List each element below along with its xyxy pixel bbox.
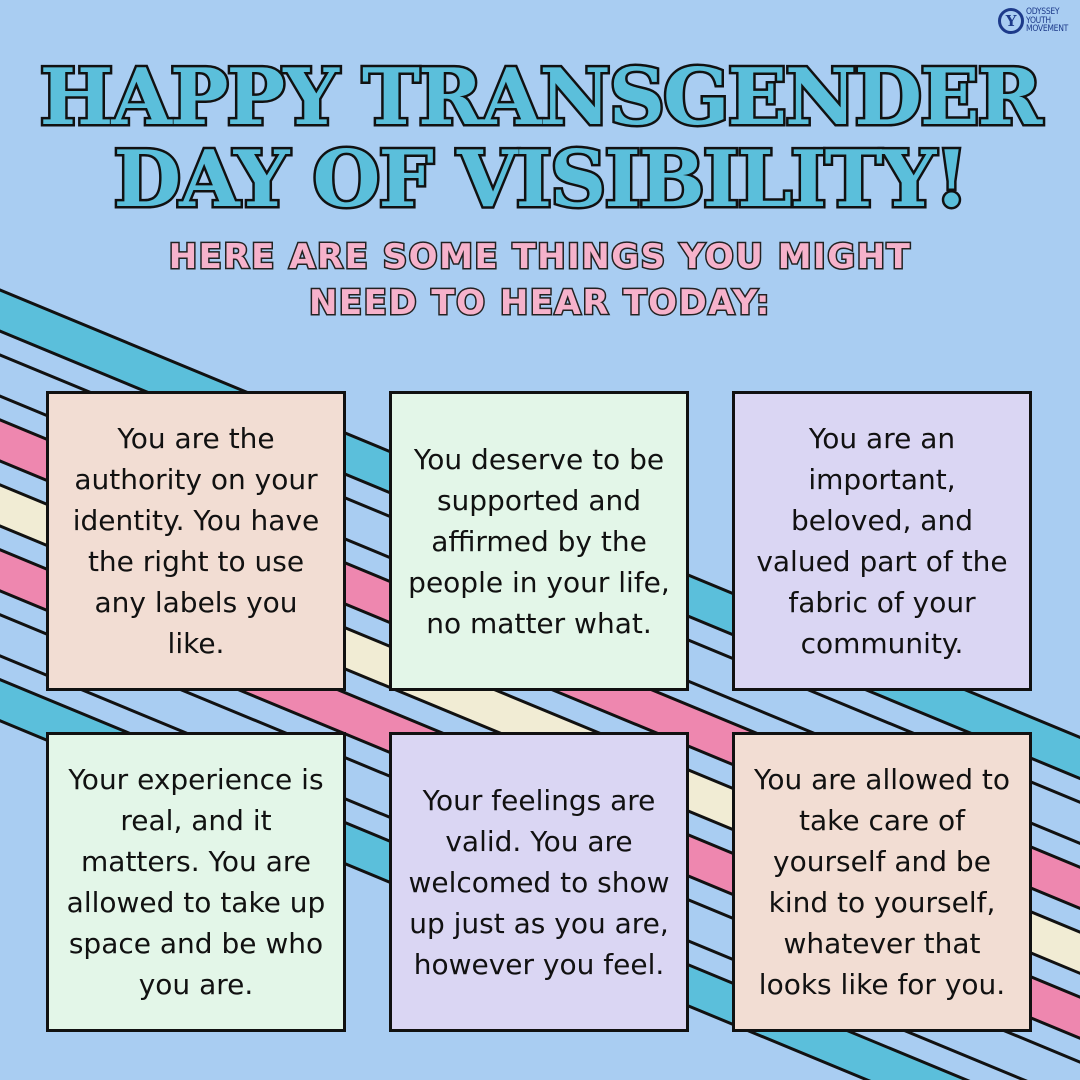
affirmation-card-6 <box>732 732 1032 1032</box>
card-text: Your feelings are valid. You are welcomed to show up just as you are, however you feel. <box>408 783 670 981</box>
logo-line: YOUTH <box>1026 15 1051 26</box>
card-text: You are an important, beloved, and valued part of the fabric of your community. <box>756 422 1008 660</box>
affirmation-card-3 <box>732 391 1032 691</box>
logo-line: ODYSSEY <box>1026 7 1060 18</box>
logo-text <box>1026 8 1068 34</box>
page-title-line-1: HAPPY TRANSGENDER <box>39 52 1041 143</box>
card-text: You are allowed to take care of yourself and be kind to yourself, whatever that looks like for you. <box>753 763 1011 1001</box>
logo-line: MOVEMENT <box>1026 24 1068 35</box>
odyssey-logo <box>998 8 1068 34</box>
card-text: You are the authority on your identity. You have the right to use any labels you like. <box>72 422 320 660</box>
subtitle-line-1: HERE ARE SOME THINGS YOU MIGHT <box>168 237 912 277</box>
affirmation-card-1 <box>46 391 346 691</box>
affirmation-card-2 <box>389 391 689 691</box>
subtitle-line-2: NEED TO HEAR TODAY: <box>308 283 772 323</box>
affirmation-card-4 <box>46 732 346 1032</box>
odyssey-logo-icon: Y <box>998 8 1024 34</box>
card-text: Your experience is real, and it matters. You are allowed to take up space and be who you are. <box>66 763 326 1001</box>
card-text: You deserve to be supported and affirmed by the people in your life, no matter what. <box>408 442 670 640</box>
affirmation-card-5 <box>389 732 689 1032</box>
page-title-line-2: DAY OF VISIBILITY! <box>113 134 967 225</box>
